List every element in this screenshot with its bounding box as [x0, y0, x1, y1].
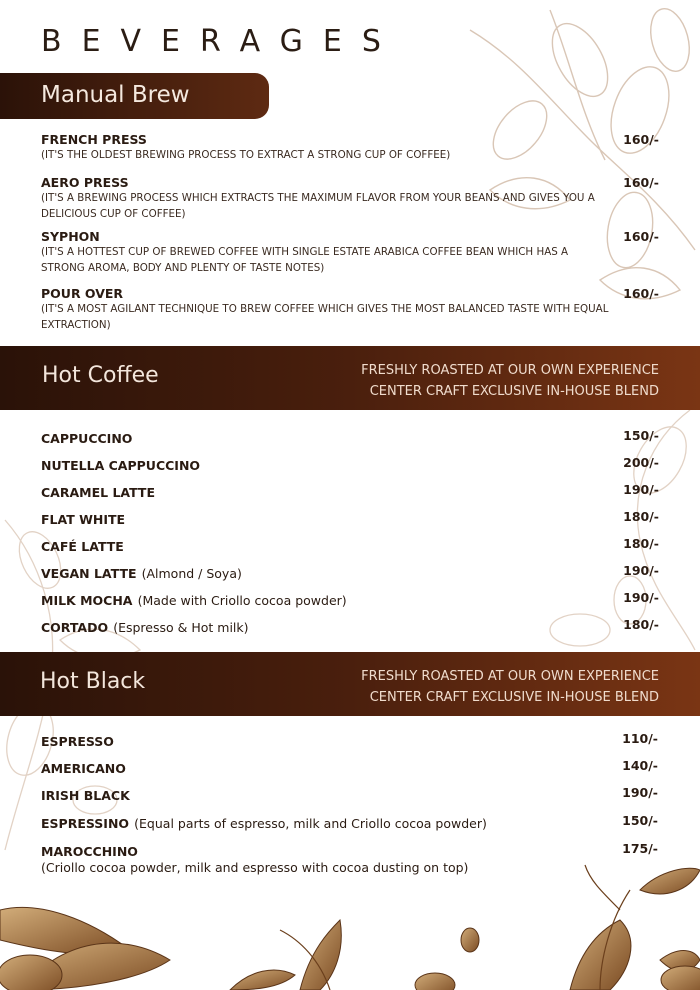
item-name: POUR OVER: [41, 286, 124, 301]
item-note: (Espresso & Hot milk): [113, 620, 249, 635]
item-name: IRISH BLACK: [41, 788, 130, 803]
menu-item: [41, 229, 659, 276]
item-note: (Almond / Soya): [141, 566, 242, 581]
hot-black-header: [0, 652, 700, 716]
item-name: AMERICANO: [41, 761, 126, 776]
menu-item: [41, 563, 659, 582]
item-price: 180/-: [623, 509, 659, 524]
menu-item: [41, 617, 659, 636]
note-line: FRESHLY ROASTED AT OUR OWN EXPERIENCE: [361, 363, 659, 378]
item-note: (Equal parts of espresso, milk and Criollo cocoa powder): [134, 816, 487, 831]
menu-item: [41, 731, 658, 750]
item-name: CARAMEL LATTE: [41, 485, 155, 500]
menu-item: [41, 482, 659, 501]
manual-brew-heading: Manual Brew: [41, 82, 190, 108]
menu-item: [41, 813, 658, 832]
menu-item: [41, 785, 658, 804]
menu-item: [41, 758, 658, 777]
menu-title: BEVERAGES: [41, 24, 401, 59]
item-name: MAROCCHINO: [41, 844, 138, 859]
item-price: 190/-: [623, 563, 659, 578]
item-name: VEGAN LATTE: [41, 566, 137, 581]
item-description: (IT'S A MOST AGILANT TECHNIQUE TO BREW COFFEE WHICH GIVES THE MOST BALANCED TASTE WITH EQUAL EXTRACTION): [41, 303, 609, 331]
menu-item: [41, 175, 659, 222]
item-description: (IT'S THE OLDEST BREWING PROCESS TO EXTRACT A STRONG CUP OF COFFEE): [41, 149, 451, 161]
item-name: NUTELLA CAPPUCCINO: [41, 458, 201, 473]
item-name: CAPPUCCINO: [41, 431, 133, 446]
item-price: 160/-: [623, 286, 659, 301]
item-price: 180/-: [623, 617, 659, 632]
item-price: 160/-: [623, 229, 659, 244]
manual-brew-header: [0, 73, 269, 119]
item-price: 140/-: [622, 758, 658, 773]
item-price: 150/-: [623, 428, 659, 443]
menu-item: [41, 509, 659, 528]
item-name: ESPRESSO: [41, 734, 114, 749]
item-name: CORTADO: [41, 620, 109, 635]
menu-item: [41, 428, 659, 447]
menu-item: [41, 132, 659, 163]
item-description: (IT'S A BREWING PROCESS WHICH EXTRACTS THE MAXIMUM FLAVOR FROM YOUR BEANS AND GIVES YOU A DELICIOUS CUP OF COFFEE): [41, 192, 595, 220]
item-name: CAFÉ LATTE: [41, 539, 124, 554]
item-price: 160/-: [623, 175, 659, 190]
item-name: ESPRESSINO: [41, 816, 130, 831]
item-description: (Criollo cocoa powder, milk and espresso with cocoa dusting on top): [41, 860, 469, 875]
item-name: AERO PRESS: [41, 175, 129, 190]
hot-coffee-heading: Hot Coffee: [42, 363, 159, 388]
item-note: (Made with Criollo cocoa powder): [137, 593, 347, 608]
item-price: 160/-: [623, 132, 659, 147]
note-line: CENTER CRAFT EXCLUSIVE IN-HOUSE BLEND: [369, 384, 659, 399]
hot-black-heading: Hot Black: [40, 669, 146, 694]
item-price: 175/-: [622, 841, 658, 856]
menu-item: [41, 536, 659, 555]
menu-item: [41, 286, 659, 333]
menu-item: [41, 841, 658, 875]
item-name: FLAT WHITE: [41, 512, 126, 527]
item-price: 180/-: [623, 536, 659, 551]
hot-black-note: [339, 666, 659, 708]
menu-item: [41, 455, 659, 474]
item-price: 190/-: [622, 785, 658, 800]
item-price: 190/-: [623, 482, 659, 497]
item-price: 110/-: [622, 731, 658, 746]
item-price: 150/-: [622, 813, 658, 828]
hot-coffee-note: [339, 360, 659, 402]
note-line: CENTER CRAFT EXCLUSIVE IN-HOUSE BLEND: [369, 690, 659, 705]
item-name: SYPHON: [41, 229, 100, 244]
item-name: MILK MOCHA: [41, 593, 133, 608]
menu-item: [41, 590, 659, 609]
item-price: 190/-: [623, 590, 659, 605]
item-price: 200/-: [623, 455, 659, 470]
hot-coffee-header: [0, 346, 700, 410]
note-line: FRESHLY ROASTED AT OUR OWN EXPERIENCE: [361, 669, 659, 684]
item-description: (IT'S A HOTTEST CUP OF BREWED COFFEE WITH SINGLE ESTATE ARABICA COFFEE BEAN WHICH HAS A STRONG AROMA, BODY AND PLENTY OF TASTE NOTES): [41, 246, 569, 274]
item-name: FRENCH PRESS: [41, 132, 147, 147]
